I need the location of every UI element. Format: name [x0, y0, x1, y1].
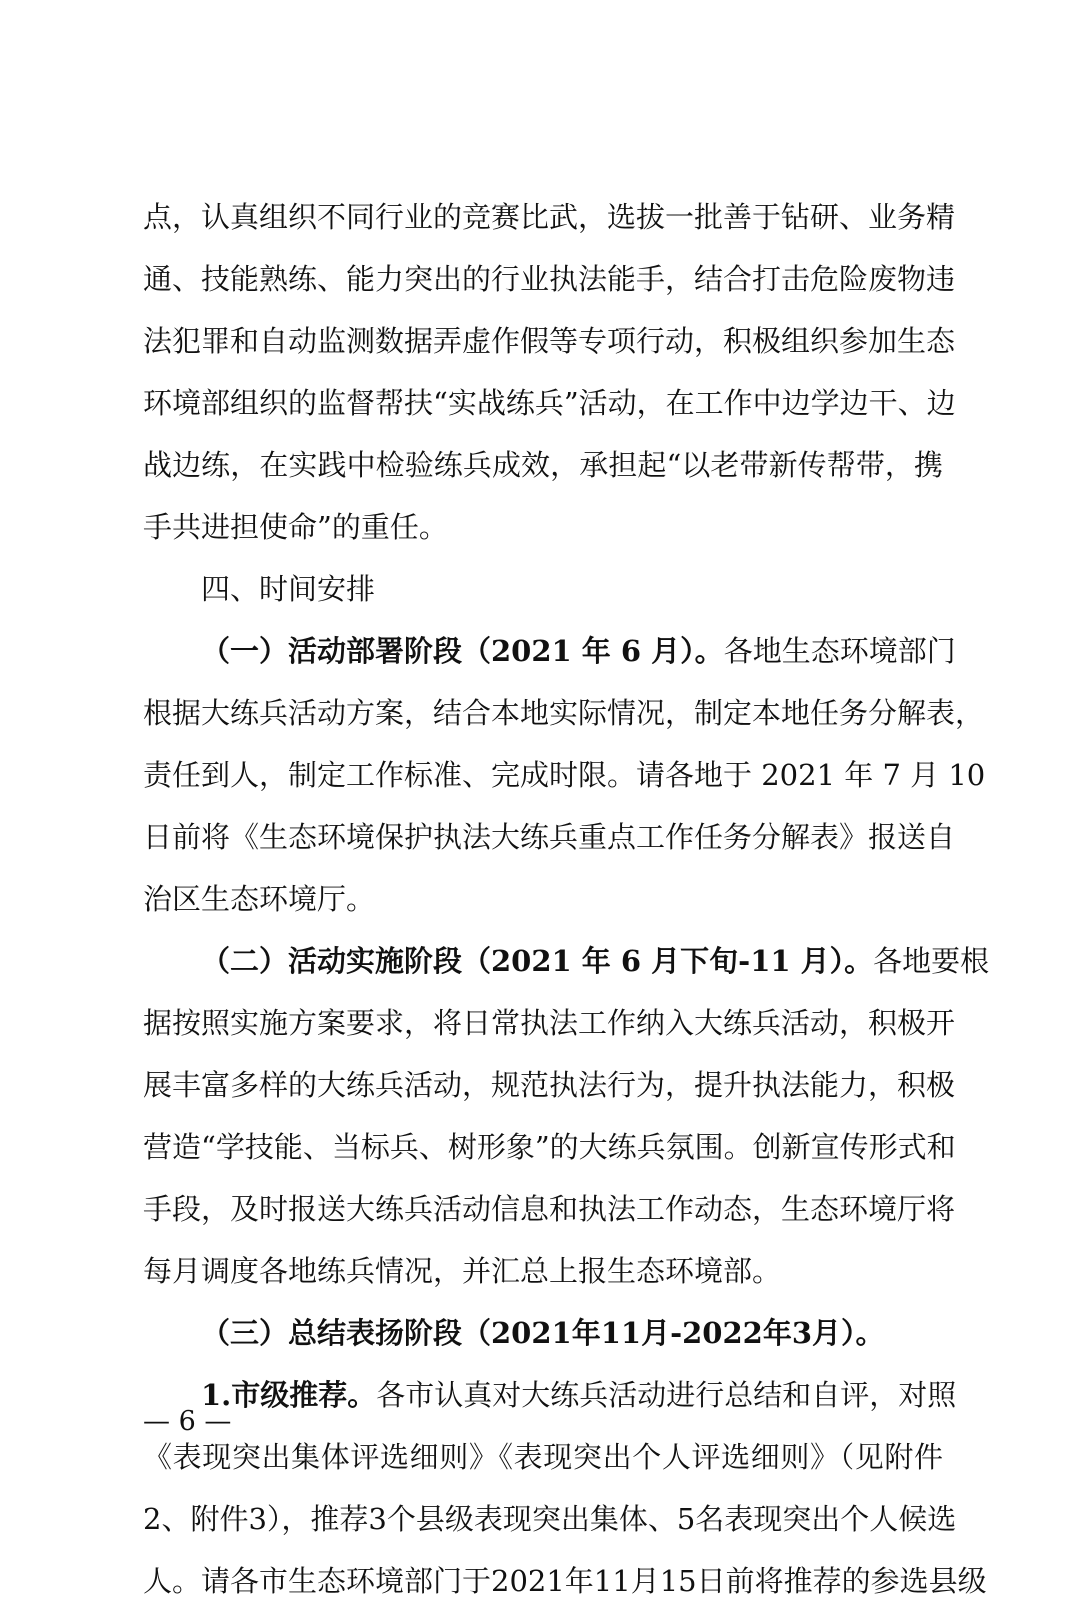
paragraph-line: 根据大练兵活动方案，结合本地实际情况，制定本地任务分解表， [143, 696, 985, 730]
paragraph-line: 《表现突出集体评选细则》《表现突出个人评选细则》（见附件 [143, 1440, 943, 1474]
paragraph-line: 法犯罪和自动监测数据弄虚作假等专项行动，积极组织参加生态 [143, 324, 956, 358]
page-number: — 6 — [143, 1406, 232, 1437]
paragraph-line: 环境部组织的监督帮扶“实战练兵”活动，在工作中边学边干、边 [143, 386, 956, 420]
paragraph-line: 营造“学技能、当标兵、树形象”的大练兵氛围。创新宣传形式和 [143, 1130, 956, 1164]
item1-text: 各市认真对大练兵活动进行总结和自评，对照 [376, 1378, 957, 1412]
paragraph-line: 通、技能熟练、能力突出的行业执法能手，结合打击危险废物违 [143, 262, 956, 296]
paragraph-line: 点，认真组织不同行业的竞赛比武，选拔一批善于钻研、业务精 [143, 200, 956, 234]
stage2-first-line [143, 930, 990, 992]
stage2-text: 各地要根 [873, 944, 990, 978]
paragraph-line: 日前将《生态环境保护执法大练兵重点工作任务分解表》报送自 [143, 820, 956, 854]
paragraph-line: 手段，及时报送大练兵活动信息和执法工作动态，生态环境厅将 [143, 1192, 956, 1226]
stage1-first-line [143, 620, 956, 682]
document-body [143, 186, 990, 1612]
stage3-title: （三）总结表扬阶段（2021年11月-2022年3月）。 [201, 1316, 885, 1350]
paragraph-line: 人。请各市生态环境部门于2021年11月15日前将推荐的参选县级 [143, 1564, 987, 1598]
paragraph-line: 每月调度各地练兵情况，并汇总上报生态环境部。 [143, 1254, 782, 1288]
item1-first-line [143, 1364, 957, 1426]
paragraph-line: 展丰富多样的大练兵活动，规范执法行为，提升执法能力，积极 [143, 1068, 956, 1102]
item1-title: 1.市级推荐。 [201, 1378, 377, 1412]
stage1-text: 各地生态环境部门 [723, 634, 956, 668]
paragraph-line: 战边练，在实践中检验练兵成效，承担起“以老带新传帮带，携 [143, 448, 943, 482]
paragraph-line: 据按照实施方案要求，将日常执法工作纳入大练兵活动，积极开 [143, 1006, 956, 1040]
paragraph-line: 治区生态环境厅。 [143, 882, 376, 916]
stage2-title: （二）活动实施阶段（2021 年 6 月下旬-11 月）。 [201, 944, 874, 978]
stage1-title: （一）活动部署阶段（2021 年 6 月）。 [201, 634, 724, 668]
paragraph-line: 手共进担使命”的重任。 [143, 510, 448, 544]
paragraph-line: 2、附件3），推荐3个县级表现突出集体、5名表现突出个人候选 [143, 1502, 957, 1536]
paragraph-line: 责任到人，制定工作标准、完成时限。请各地于 2021 年 7 月 10 [143, 758, 986, 792]
section-heading: 四、时间安排 [201, 572, 376, 606]
